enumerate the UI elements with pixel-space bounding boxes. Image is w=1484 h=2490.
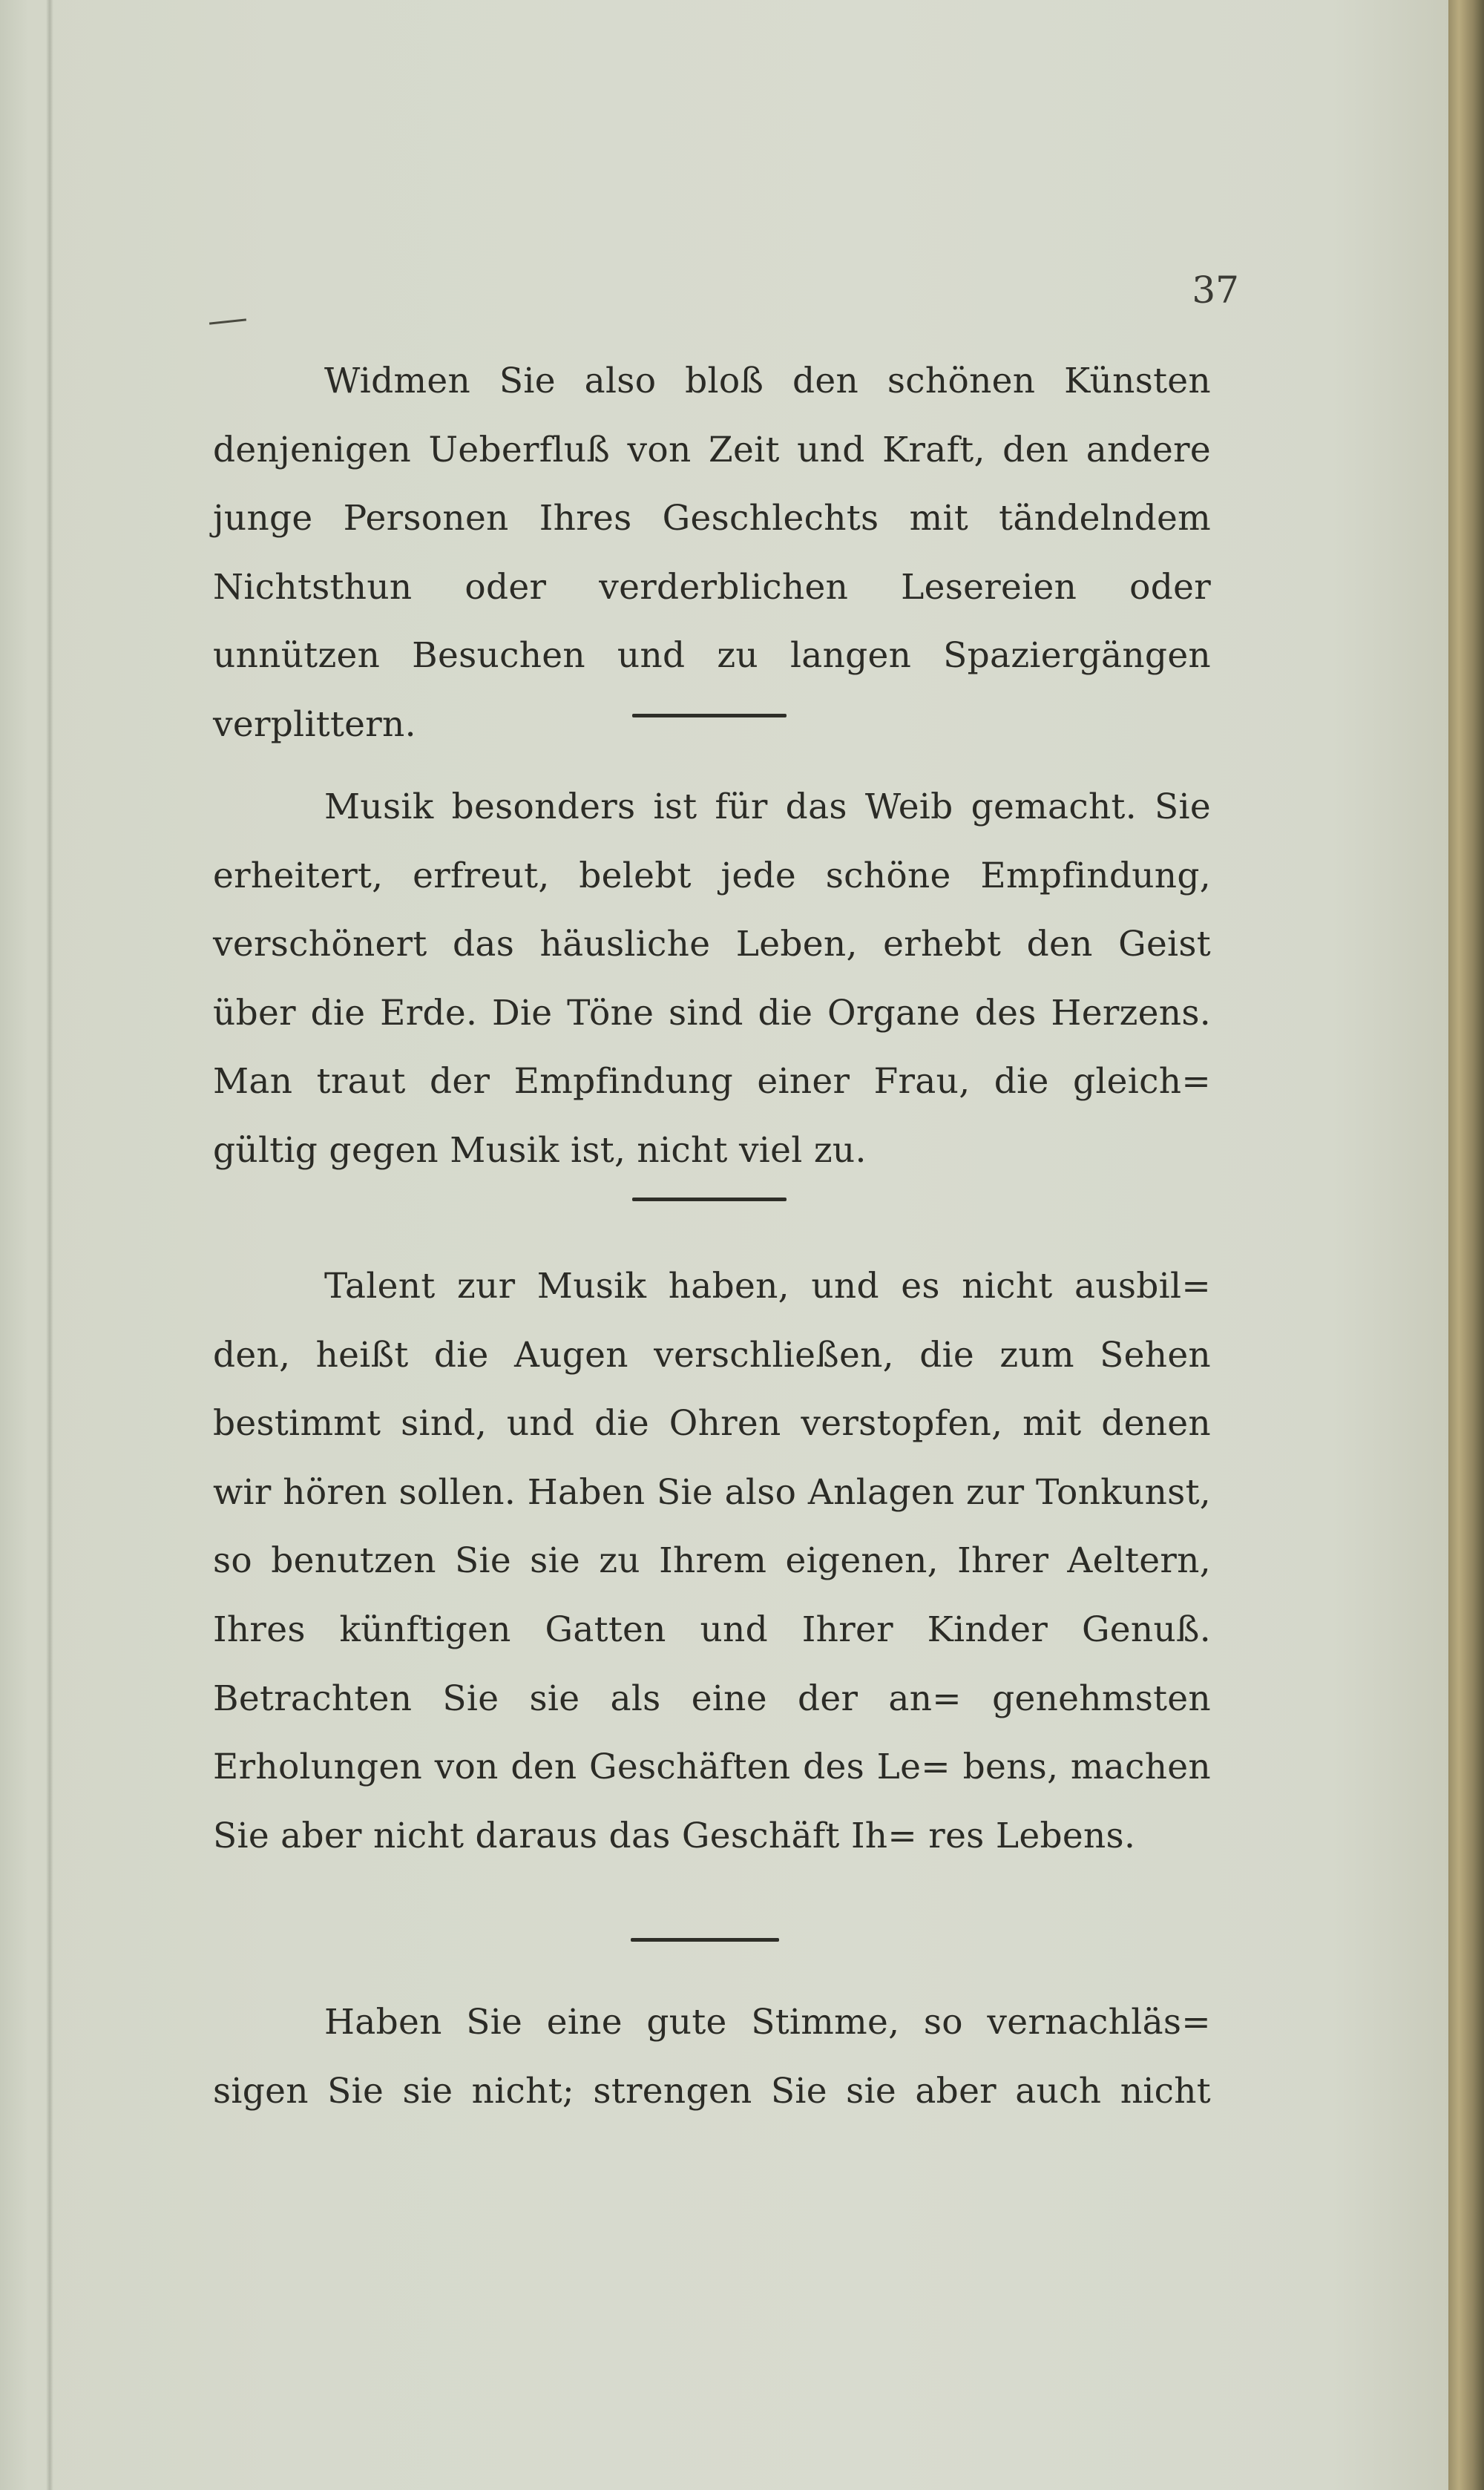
paragraph-text: Musik besonders ist für das Weib gemacht. Sie erheitert, erfreut, belebt jede schöne Empfindung, verschönert das häusliche Leben, erhebt den Geist über die Erde. Die Töne sind die Organe des Herzens. Man traut der Empfindung einer Frau, die gleich= gültig gegen Musik ist, nicht viel zu.: [213, 786, 1211, 1171]
paragraph-text: Haben Sie eine gute Stimme, so vernachläs= sigen Sie sie nicht; strengen Sie sie aber auch nicht: [213, 2002, 1211, 2112]
paragraph-text: Talent zur Musik haben, und es nicht ausbil= den, heißt die Augen verschließen, die zum Sehen bestimmt sind, und die Ohren verstopfen, mit denen wir hören sollen. Haben Sie also Anlagen zur Tonkunst, so benutzen Sie sie zu Ihrem eigenen, Ihrer Aeltern, Ihres künftigen Gatten und Ihrer Kinder Genuß. Betrachten Sie sie als eine der an= genehmsten Erholungen von den Geschäften des Le= bens, machen Sie aber nicht daraus das Geschäft Ih= res Lebens.: [213, 1266, 1211, 1856]
section-divider: [631, 1938, 779, 1942]
page-gutter: [46, 0, 53, 2490]
paragraph-1: [213, 347, 1211, 760]
paragraph-text: Widmen Sie also bloß den schönen Künsten denjenigen Ueberfluß von Zeit und Kraft, den andere junge Personen Ihres Geschlechts mit tändelndem Nichtsthun oder verderblichen Lesereien oder unnützen Besuchen und zu langen Spaziergängen verplittern.: [213, 361, 1211, 745]
section-divider: [632, 1198, 787, 1201]
paragraph-2: [213, 773, 1211, 1186]
paragraph-4: [213, 1988, 1211, 2126]
paragraph-3: [213, 1252, 1211, 1870]
page-edge: [1448, 0, 1484, 2490]
page-number: 37: [1192, 269, 1239, 312]
section-divider: [632, 714, 787, 717]
